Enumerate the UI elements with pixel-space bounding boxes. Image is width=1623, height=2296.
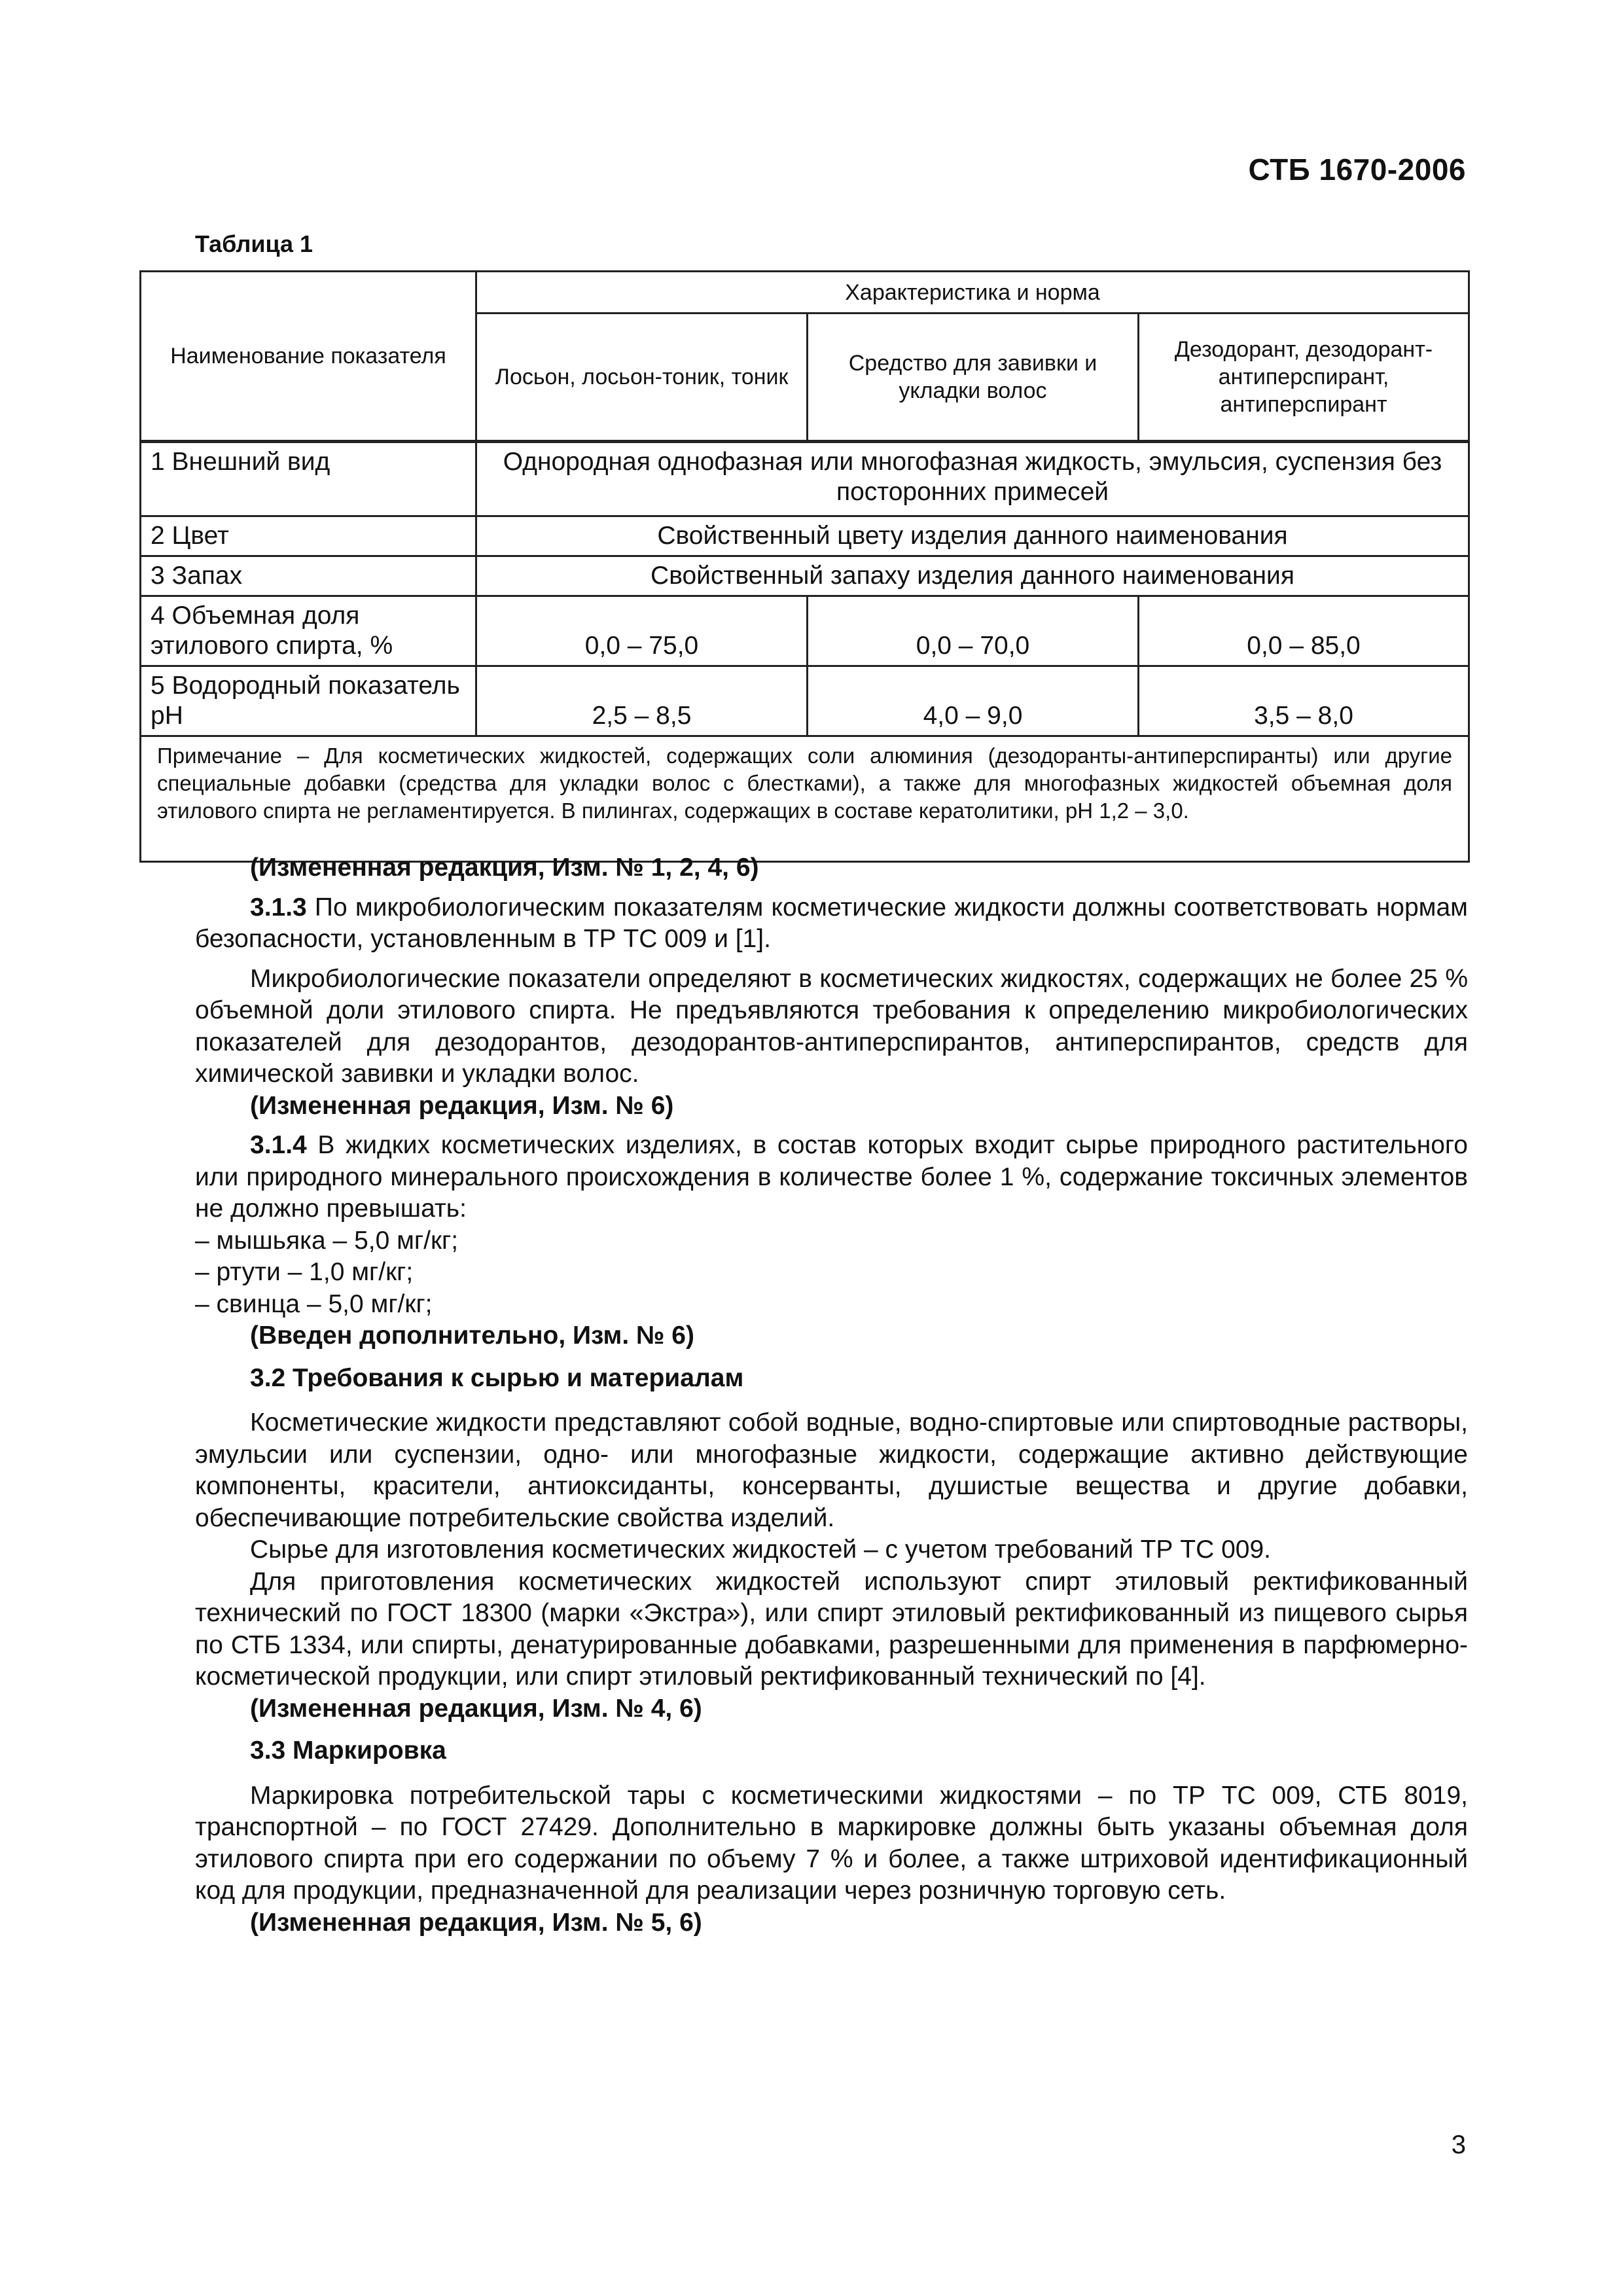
- amendment-note: (Измененная редакция, Изм. № 1, 2, 4, 6): [250, 853, 759, 882]
- document-code: СТБ 1670-2006: [1248, 152, 1466, 187]
- paragraph: Микробиологические показатели определяют в косметических жидкостях, содержащих не более 25 % объемной доли этилового спирта. Не предъявляются требования к определению микробиологических показателей для дезодорантов, дезодорантов-антиперспирантов, антиперспирантов, средств для химической завивки и укладки волос.: [195, 964, 1468, 1088]
- row-merged-value: Однородная однофазная или многофазная жидкость, эмульсия, суспензия без посторонних примесей: [476, 442, 1469, 516]
- section-title-3-3: 3.3 Маркировка: [250, 1736, 446, 1765]
- table-note: Примечание – Для косметических жидкостей, содержащих соли алюминия (дезодоранты-антиперспиранты) или другие специальные добавки (средства для укладки волос с блестками), а также для многофазных жидкостей объемная доля этилового спирта не регламентируется. В пилингах, содержащих в составе кератолитики, рН 1,2 – 3,0.: [141, 736, 1469, 862]
- list-item: – ртути – 1,0 мг/кг;: [195, 1258, 414, 1286]
- header-indicator-name: Наименование показателя: [141, 272, 476, 442]
- row-name: 2 Цвет: [141, 516, 476, 556]
- list-item: – мышьяка – 5,0 мг/кг;: [195, 1226, 459, 1255]
- row-value: 0,0 – 85,0: [1139, 596, 1469, 666]
- row-name: 3 Запах: [141, 556, 476, 596]
- paragraph-3-1-3: [195, 892, 1468, 956]
- list-item: – свинца – 5,0 мг/кг;: [195, 1289, 433, 1318]
- header-col-hair: Средство для завивки и укладки волос: [808, 314, 1139, 442]
- row-value: 3,5 – 8,0: [1139, 666, 1469, 736]
- amendment-note: (Измененная редакция, Изм. № 5, 6): [250, 1908, 702, 1937]
- table-caption: Таблица 1: [195, 230, 313, 257]
- row-name: 1 Внешний вид: [141, 442, 476, 516]
- amendment-note: (Измененная редакция, Изм. № 4, 6): [250, 1694, 702, 1723]
- paragraph: Сырье для изготовления косметических жидкостей – с учетом требований ТР ТС 009.: [250, 1535, 1271, 1564]
- row-name: 4 Объемная доля этилового спирта, %: [141, 596, 476, 666]
- row-merged-value: Свойственный запаху изделия данного наименования: [476, 556, 1469, 596]
- page-number: 3: [1451, 2130, 1466, 2159]
- body-text: [195, 852, 1468, 1939]
- row-value: 0,0 – 70,0: [808, 596, 1139, 666]
- clause-number: 3.1.4: [250, 1131, 307, 1159]
- paragraph: Косметические жидкости представляют собой водные, водно-спиртовые или спиртоводные растворы, эмульсии или суспензии, одно- или многофазные жидкости, содержащие активно действующие компоненты, красители, антиоксиданты, консерванты, душистые вещества и другие добавки, обеспечивающие потребительские свойства изделий.: [195, 1408, 1468, 1532]
- row-value: 0,0 – 75,0: [476, 596, 808, 666]
- header-col-lotion: Лосьон, лосьон-тоник, тоник: [476, 314, 808, 442]
- row-merged-value: Свойственный цвету изделия данного наименования: [476, 516, 1469, 556]
- clause-number: 3.1.3: [250, 893, 307, 922]
- header-characteristic-group: Характеристика и норма: [476, 272, 1469, 314]
- paragraph-3-1-4: [195, 1130, 1468, 1225]
- amendment-note: (Введен дополнительно, Изм. № 6): [250, 1321, 694, 1350]
- paragraph: Для приготовления косметических жидкостей используют спирт этиловый ректификованный технический по ГОСТ 18300 (марки «Экстра»), или спирт этиловый ректификованный из пищевого сырья по СТБ 1334, или спирты, денатурированные добавками, разрешенными для применения в парфюмерно-косметической продукции, или спирт этиловый ректификованный технический по [4].: [195, 1567, 1468, 1691]
- amendment-note: (Измененная редакция, Изм. № 6): [250, 1091, 674, 1120]
- clause-text: По микробиологическим показателям косметические жидкости должны соответствовать нормам безопасности, установленным в ТР ТС 009 и [1].: [195, 893, 1468, 953]
- row-value: 2,5 – 8,5: [476, 666, 808, 736]
- table-1: [139, 270, 1468, 863]
- header-col-deodorant: Дезодорант, дезодорант-антиперспирант, антиперспирант: [1139, 314, 1469, 442]
- section-title-3-2: 3.2 Требования к сырью и материалам: [250, 1363, 744, 1392]
- row-value: 4,0 – 9,0: [808, 666, 1139, 736]
- row-name: 5 Водородный показатель рН: [141, 666, 476, 736]
- clause-text: В жидких косметических изделиях, в состав которых входит сырье природного растительного или природного минерального происхождения в количестве более 1 %, содержание токсичных элементов не должно превышать:: [195, 1131, 1468, 1223]
- paragraph: Маркировка потребительской тары с косметическими жидкостями – по ТР ТС 009, СТБ 8019, транспортной – по ГОСТ 27429. Дополнительно в маркировке должны быть указаны объемная доля этилового спирта при его содержании по объему 7 % и более, а также штриховой идентификационный код для продукции, предназначенной для реализации через розничную торговую сеть.: [195, 1781, 1468, 1905]
